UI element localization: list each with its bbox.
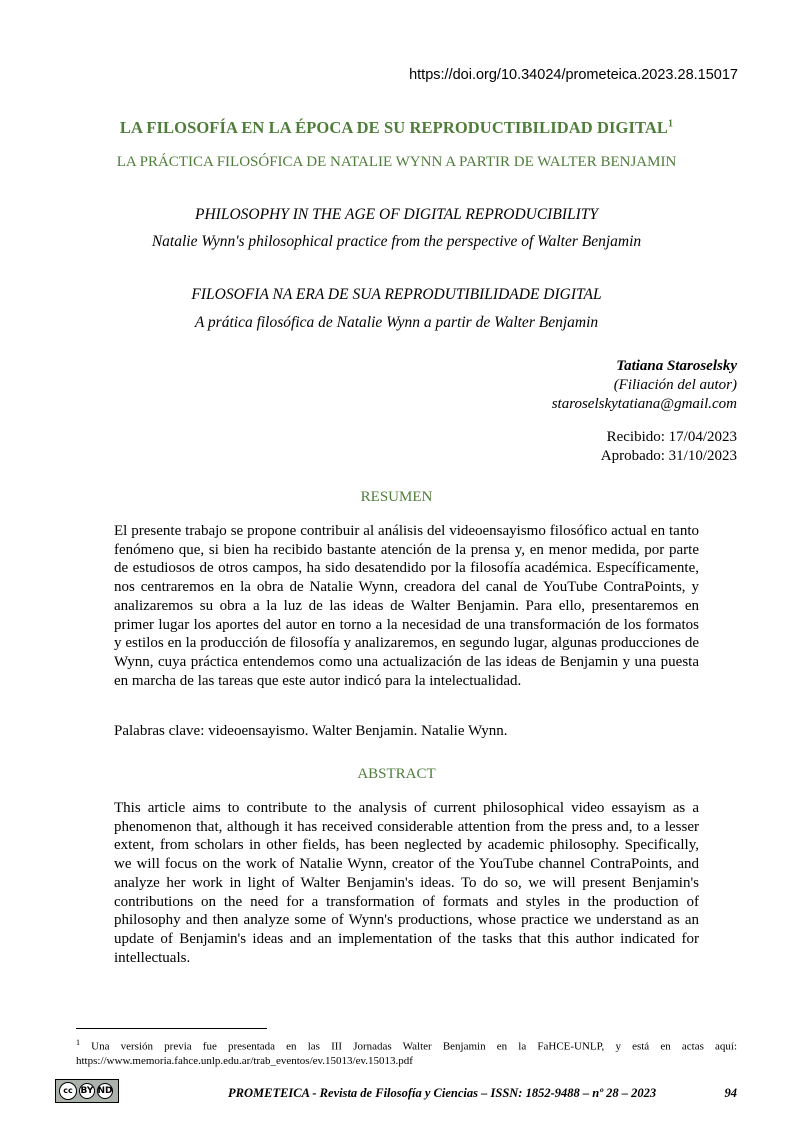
abstract-heading: ABSTRACT bbox=[357, 766, 436, 782]
abstract-text: This article aims to contribute to the analysis of current philosophical video essayism as a phenomenon that, although it has received considerable attention from the press and, to a lesser extent, from scholars in other fields, has been neglected by academic philosophy. Specifically, we will focus on the work of Natalie Wynn, creator of the YouTube channel ContraPoints, and analyze her work in light of Walter Benjamin's ideas. To do so, we will present Benjamin's contributions on the need for a transformation of formats and styles in the production of philosophy and then analyze some of Wynn's productions, whose practice we understand as an update of Benjamin's ideas and an implementation of the tasks that this author indicated for intellectuals. bbox=[114, 800, 699, 966]
author-block bbox=[552, 357, 737, 414]
nd-icon: ND bbox=[97, 1083, 113, 1099]
approved-date: Aprobado: 31/10/2023 bbox=[600, 448, 737, 464]
page-number: 94 bbox=[724, 1086, 737, 1100]
article-title-text: LA FILOSOFÍA EN LA ÉPOCA DE SU REPRODUCTIBILIDAD DIGITAL bbox=[119, 118, 668, 137]
article-subtitle: LA PRÁCTICA FILOSÓFICA DE NATALIE WYNN A PARTIR DE WALTER BENJAMIN bbox=[116, 154, 677, 170]
portuguese-title: FILOSOFIA NA ERA DE SUA REPRODUTIBILIDADE DIGITAL bbox=[191, 286, 602, 303]
english-subtitle: Natalie Wynn's philosophical practice from the perspective of Walter Benjamin bbox=[151, 233, 642, 250]
journal-footer: PROMETEICA - Revista de Filosofía y Ciencias – ISSN: 1852-9488 – nº 28 – 2023 bbox=[228, 1086, 657, 1100]
received-date: Recibido: 17/04/2023 bbox=[606, 429, 737, 445]
resumen-text: El presente trabajo se propone contribuir al análisis del videoensayismo filosófico actual en tanto fenómeno que, si bien ha recibido bastante atención de la prensa y, en menor medida, por parte de estudiosos de otros campos, ha sido desatendido por la filosofía académica. Específicamente, nos centraremos en la obra de Natalie Wynn, creadora del canal de YouTube ContraPoints, y analizaremos su obra a la luz de las ideas de Walter Benjamin. Para ello, presentaremos en primer lugar los aportes del autor en torno a la necesidad de una transformación de los formatos y estilos en la producción de filosofía y analizaremos, en segundo lugar, algunas producciones de Wynn, cuya práctica entendemos como una actualización de las ideas de Benjamin y una puesta en marcha de las tareas que este autor indicó para la intelectualidad. bbox=[114, 523, 699, 689]
doi-link[interactable]: https://doi.org/10.34024/prometeica.2023.28.15017 bbox=[409, 67, 738, 83]
author-affiliation: (Filiación del autor) bbox=[613, 377, 737, 393]
footnote-rule bbox=[76, 1028, 267, 1029]
footnote-mark: 1 bbox=[76, 1038, 80, 1047]
author-email[interactable]: staroselskytatiana@gmail.com bbox=[551, 396, 737, 412]
footnote bbox=[76, 1036, 737, 1068]
author-name: Tatiana Staroselsky bbox=[616, 358, 737, 374]
keywords: Palabras clave: videoensayismo. Walter Benjamin. Natalie Wynn. bbox=[114, 723, 508, 739]
article-title bbox=[0, 118, 793, 138]
english-title: PHILOSOPHY IN THE AGE OF DIGITAL REPRODUCIBILITY bbox=[195, 206, 598, 223]
footnote-text: Una versión previa fue presentada en las III Jornadas Walter Benjamin en la FaHCE-UNLP, y está en actas aquí: https://www.memoria.fahce.unlp.edu.ar/trab_eventos/ev.15013/ev.15013.pdf bbox=[76, 1040, 737, 1067]
cc-license-badge[interactable] bbox=[55, 1079, 119, 1103]
dates-block bbox=[601, 428, 737, 466]
resumen-heading: RESUMEN bbox=[360, 489, 433, 505]
portuguese-subtitle: A prática filosófica de Natalie Wynn a partir de Walter Benjamin bbox=[194, 314, 599, 331]
by-icon: BY bbox=[79, 1083, 95, 1099]
cc-icon: cc bbox=[59, 1082, 77, 1100]
title-footnote-mark[interactable]: 1 bbox=[667, 118, 674, 130]
